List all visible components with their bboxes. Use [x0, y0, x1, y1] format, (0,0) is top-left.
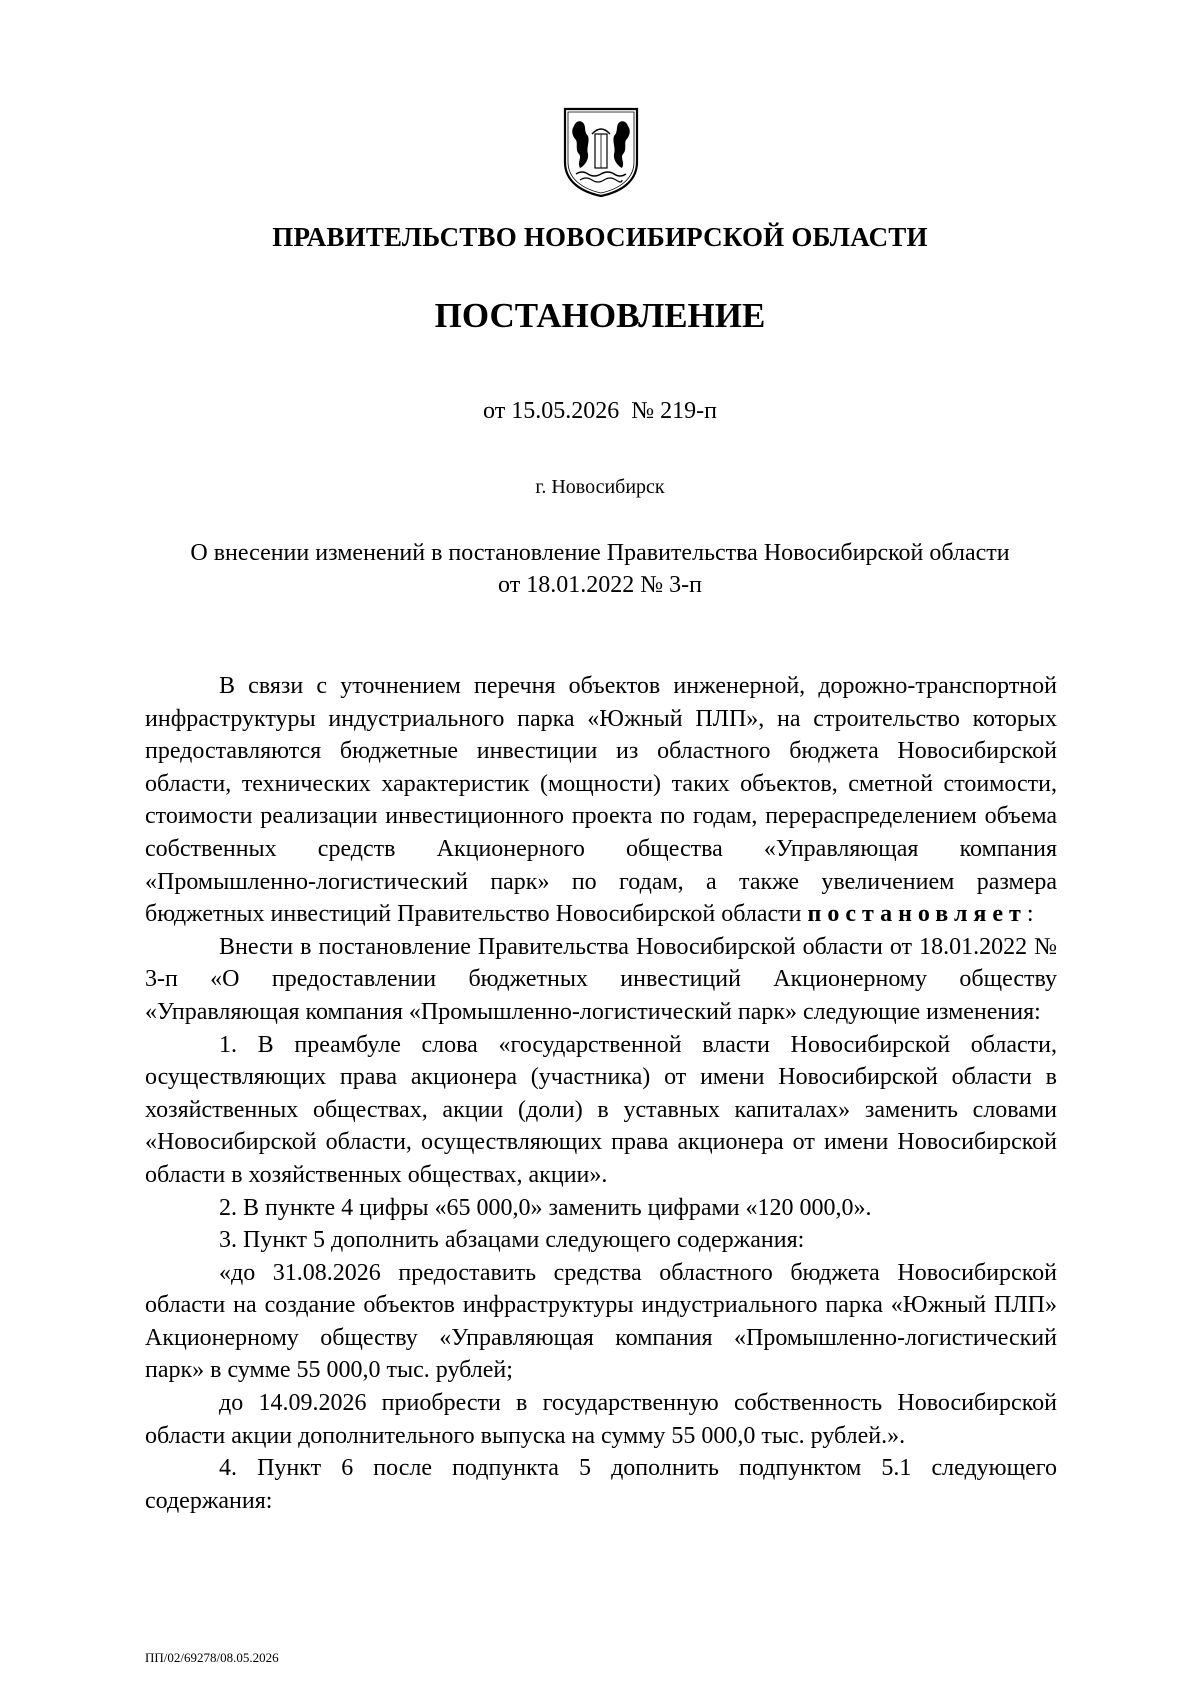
- preamble-end: :: [1026, 901, 1034, 928]
- document-city: г. Новосибирск: [535, 476, 665, 498]
- document-title: [150, 537, 1050, 601]
- preamble-text: В связи с уточнением перечня объектов инженерной, дорожно-транспортной инфраструктуры индустриального парка «Южный ПЛП», на строительство которых предоставляются бюджетные инвестиции из областного бюджета Новосибирской области, технических характеристик (мощности) таких объектов, сметной стоимости, стоимости реализации инвестиционного проекта по годам, перераспределением объема собственных средств Акционерного общества «Управляющая компания «Промышленно-логистический парк» по годам, а также увеличением размера бюджетных инвестиций Правительство Новосибирской области: [145, 673, 1057, 928]
- body-paragraph: 2. В пункте 4 цифры «65 000,0» заменить цифрами «120 000,0».: [219, 1194, 872, 1221]
- preamble-paragraph: [145, 670, 1057, 931]
- body-paragraph: 1. В преамбуле слова «государственной власти Новосибирской области, осуществляющих права акционера (участника) от имени Новосибирской области в хозяйственных обществах, акции (доли) в уставных капиталах» заменить словами «Новосибирской области, осуществляющих права акционера от имени Новосибирской области в хозяйственных обществах, акции».: [145, 1031, 1057, 1188]
- body-paragraph: Внести в постановление Правительства Новосибирской области от 18.01.2022 № 3-п «О предоставлении бюджетных инвестиций Акционерному обществу «Управляющая компания «Промышленно-логистический парк» следующие изменения:: [145, 933, 1057, 1025]
- coat-of-arms-icon: [562, 106, 640, 198]
- body-paragraph: «до 31.08.2026 предоставить средства областного бюджета Новосибирской области на создание объектов инфраструктуры индустриального парка «Южный ПЛП» Акционерному обществу «Управляющая компания «Промышленно-логистический парк» в сумме 55 000,0 тыс. рублей;: [145, 1259, 1057, 1384]
- body-paragraph: 3. Пункт 5 дополнить абзацами следующего содержания:: [219, 1227, 805, 1254]
- document-date-number: от 15.05.2026 № 219-п: [483, 398, 717, 424]
- body-paragraph: до 14.09.2026 приобрести в государственную собственность Новосибирской области акции дополнительного выпуска на сумму 55 000,0 тыс. рублей.».: [145, 1390, 1057, 1449]
- issuing-authority: ПРАВИТЕЛЬСТВО НОВОСИБИРСКОЙ ОБЛАСТИ: [272, 222, 928, 252]
- footer-document-code: ПП/02/69278/08.05.2026: [145, 1650, 279, 1665]
- document-body: [145, 670, 1057, 1517]
- document-type: ПОСТАНОВЛЕНИЕ: [434, 296, 766, 335]
- document-title-line-2: от 18.01.2022 № 3-п: [498, 572, 702, 598]
- document-title-line-1: О внесении изменений в постановление Правительства Новосибирской области: [190, 540, 1010, 566]
- body-paragraph: 4. Пункт 6 после подпункта 5 дополнить подпунктом 5.1 следующего содержания:: [145, 1455, 1057, 1514]
- decree-word: постановляет: [807, 901, 1027, 928]
